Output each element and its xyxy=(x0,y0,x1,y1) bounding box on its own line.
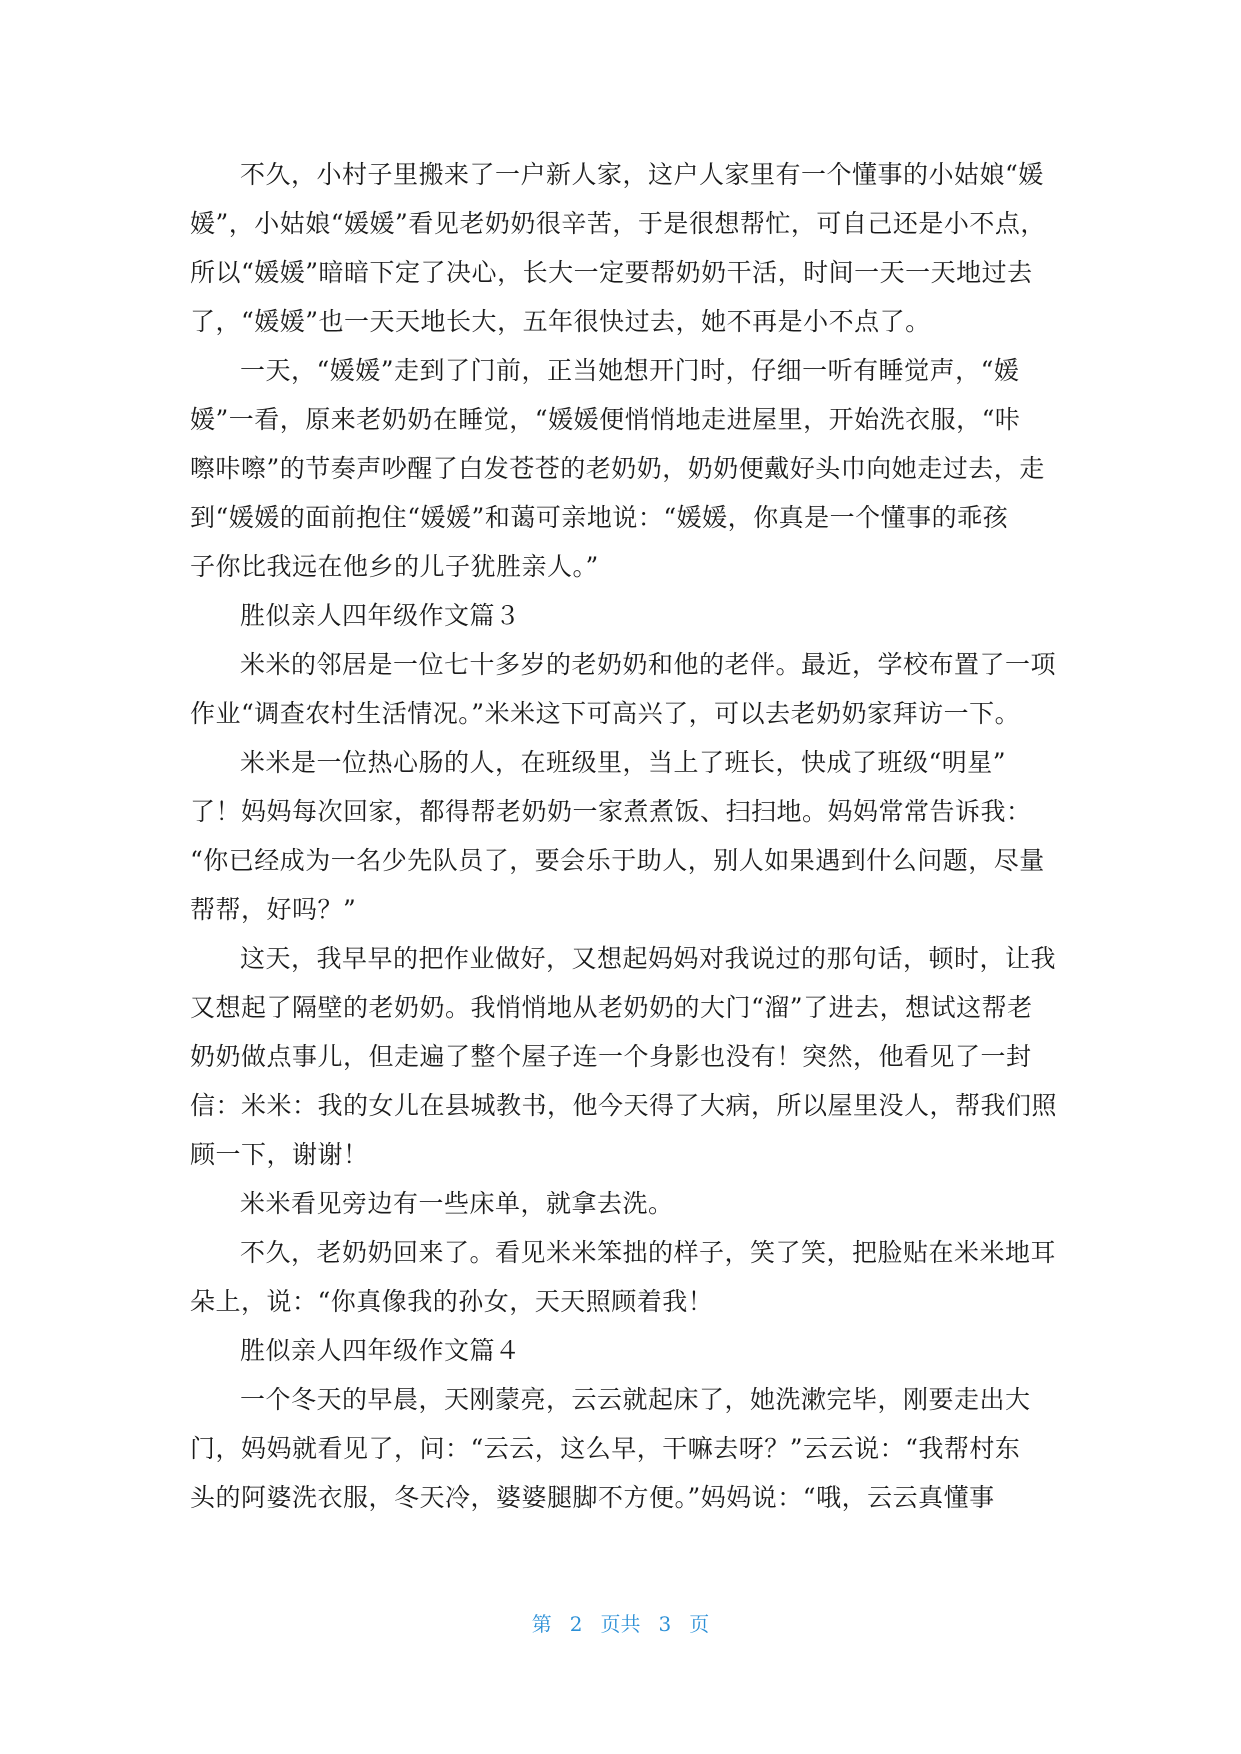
footer-current-page: 2 xyxy=(569,1612,583,1636)
footer-prefix: 第 xyxy=(531,1612,552,1636)
text-line: 这天，我早早的把作业做好，又想起妈妈对我说过的那句话，顿时，让我 xyxy=(240,944,1057,973)
footer-middle: 页共 xyxy=(600,1612,641,1636)
text-line: 顾一下，谢谢！ xyxy=(190,1140,369,1169)
text-line: 又想起了隔壁的老奶奶。我悄悄地从老奶奶的大门“溜”了进去，想试这帮老 xyxy=(190,993,1033,1022)
text-line: 一个冬天的早晨，天刚蒙亮，云云就起床了，她洗漱完毕，刚要走出大 xyxy=(240,1385,1031,1414)
text-line: 到“媛媛的面前抱住“媛媛”和蔼可亲地说：“媛媛，你真是一个懂事的乖孩 xyxy=(190,503,1009,532)
text-line: 媛”一看，原来老奶奶在睡觉，“媛媛便悄悄地走进屋里，开始洗衣服，“咔 xyxy=(190,405,1021,434)
text-line: 朵上，说：“你真像我的孙女，天天照顾着我！ xyxy=(190,1287,714,1316)
text-line: 胜似亲人四年级作文篇４ xyxy=(240,1336,521,1365)
text-line: 不久，老奶奶回来了。看见米米笨拙的样子，笑了笑，把脸贴在米米地耳 xyxy=(240,1238,1057,1267)
text-line: 门，妈妈就看见了，问：“云云，这么早，干嘛去呀？”云云说：“我帮村东 xyxy=(190,1434,1021,1463)
text-line: 奶奶做点事儿，但走遍了整个屋子连一个身影也没有！突然，他看见了一封 xyxy=(190,1042,1032,1071)
text-line: “你已经成为一名少先队员了，要会乐于助人，别人如果遇到什么问题，尽量 xyxy=(190,846,1045,875)
text-line: 子你比我远在他乡的儿子犹胜亲人。” xyxy=(190,552,599,581)
text-line: 米米的邻居是一位七十多岁的老奶奶和他的老伴。最近，学校布置了一项 xyxy=(240,650,1057,679)
footer-suffix: 页 xyxy=(689,1612,710,1636)
text-line: 所以“媛媛”暗暗下定了决心，长大一定要帮奶奶干活，时间一天一天地过去 xyxy=(190,258,1033,287)
text-line: 米米看见旁边有一些床单，就拿去洗。 xyxy=(240,1189,674,1218)
text-line: 帮帮，好吗？” xyxy=(190,895,357,924)
document-body xyxy=(190,150,1058,1522)
text-line: 作业“调查农村生活情况。”米米这下可高兴了，可以去老奶奶家拜访一下。 xyxy=(190,699,1021,728)
page-footer xyxy=(0,1608,1241,1637)
text-line: 了！妈妈每次回家，都得帮老奶奶一家煮煮饭、扫扫地。妈妈常常告诉我： xyxy=(190,797,1032,826)
text-line: 了，“媛媛”也一天天地长大，五年很快过去，她不再是小不点了。 xyxy=(190,307,931,336)
text-line: 胜似亲人四年级作文篇３ xyxy=(240,601,521,630)
footer-total-pages: 3 xyxy=(658,1612,672,1636)
text-line: 嚓咔嚓”的节奏声吵醒了白发苍苍的老奶奶，奶奶便戴好头巾向她走过去，走 xyxy=(190,454,1045,483)
text-line: 不久，小村子里搬来了一户新人家，这户人家里有一个懂事的小姑娘“媛 xyxy=(240,160,1044,189)
text-line: 一天，“媛媛”走到了门前，正当她想开门时，仔细一听有睡觉声，“媛 xyxy=(240,356,1020,385)
text-line: 头的阿婆洗衣服，冬天冷，婆婆腿脚不方便。”妈妈说：“哦，云云真懂事 xyxy=(190,1483,995,1512)
text-line: 媛”，小姑娘“媛媛”看见老奶奶很辛苦，于是很想帮忙，可自己还是小不点， xyxy=(190,209,1046,238)
text-line: 米米是一位热心肠的人，在班级里，当上了班长，快成了班级“明星” xyxy=(240,748,1007,777)
text-line: 信：米米：我的女儿在县城教书，他今天得了大病，所以屋里没人，帮我们照 xyxy=(190,1091,1058,1120)
